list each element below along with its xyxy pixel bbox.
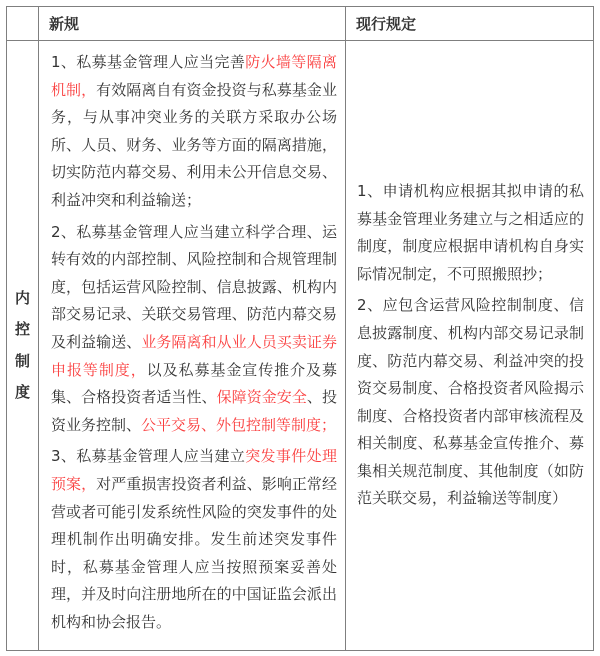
highlighted-text-segment: 业务隔离和从业人员买卖证券申报等制度， [51, 332, 337, 379]
new-rules-cell [39, 41, 346, 651]
paragraph [51, 219, 337, 440]
paragraph [51, 443, 337, 636]
highlighted-text-segment: 保障资金安全 [216, 388, 307, 407]
paragraph [51, 49, 337, 215]
text-segment: 2、私募基金管理人应当建立科学合理、运转有效的内部控制、风险控制和合规管理制度，包括运营风险控制、信息披露、机构内部交易记录、关联交易管理、防范内幕交易及利益输送、 [51, 222, 337, 351]
table-header-row [7, 7, 594, 41]
header-empty-cell [7, 7, 39, 41]
row-label-internal-control: 内控制度 [15, 288, 31, 401]
row-label-cell [7, 41, 39, 651]
highlighted-text-segment: 突发事件处理预案， [51, 447, 337, 493]
header-new-rules: 新规 [39, 7, 346, 41]
text-segment: 1、申请机构应根据其拟申请的私募基金管理业务建立与之相适应的制度，制度应根据申请机构自身实际情况制定，不可照搬照抄； [357, 181, 584, 283]
new-rules-text [51, 49, 337, 636]
text-segment: 1、私募基金管理人应当完善 [51, 53, 246, 71]
table-row-internal-control [7, 41, 594, 651]
text-segment: 有效隔离自有资金投资与私募基金业务，与从事冲突业务的关联方采取办公场所、人员、财务、业务等方面的隔离措施，切实防范内幕交易、利用未公开信息交易、利益冲突和利益输送； [51, 80, 337, 209]
highlighted-text-segment: 公平交易、外包控制等制度； [141, 415, 337, 434]
paragraph [357, 178, 584, 288]
current-rules-text [357, 178, 584, 513]
current-rules-cell [346, 41, 594, 651]
text-segment: 、投资业务控制、 [51, 388, 337, 434]
text-segment: 2、应包含运营风险控制制度、信息披露制度、机构内部交易记录制度、防范内幕交易、利益冲突的投资交易制度、合格投资者风险揭示制度、合格投资者内部审核流程及相关制度、私募基金宣传推介、募集相关规范制度、其他制度（如防范关联交易，利益输送等制度） [357, 296, 584, 508]
text-segment: 对严重损害投资者利益、影响正常经营或者可能引发系统性风险的突发事件的处理机制作出明确安排。发生前述突发事件时，私募基金管理人应当按照预案妥善处理，并及时向注册地所在的中国证监会派出机构和协会报告。 [51, 474, 337, 631]
text-segment: 以及私募基金宣传推介及募集、合格投资者适当性、 [51, 360, 337, 407]
paragraph [357, 292, 584, 513]
regulation-comparison-table [6, 6, 594, 651]
header-current-rules: 现行规定 [346, 7, 594, 41]
highlighted-text-segment: 防火墙等隔离机制， [51, 53, 337, 99]
text-segment: 3、私募基金管理人应当建立 [51, 447, 246, 466]
